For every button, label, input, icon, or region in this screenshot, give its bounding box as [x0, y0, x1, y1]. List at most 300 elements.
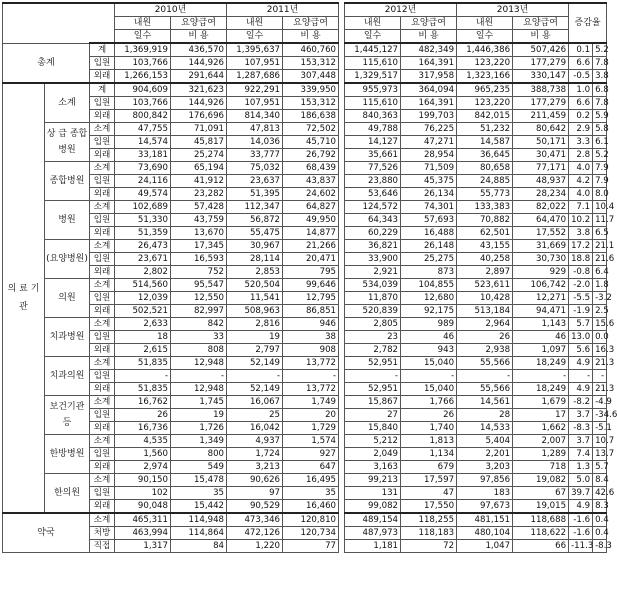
- table-row: [3, 214, 607, 227]
- change-cell: 8.4: [593, 474, 607, 487]
- row-sublabel: 입원: [90, 370, 115, 383]
- value-cell: 133,383: [457, 201, 513, 214]
- value-cell: 507,426: [513, 43, 569, 57]
- change-cell: 4.0: [569, 188, 593, 201]
- row-sublabel: 외래: [90, 188, 115, 201]
- statistics-table: [2, 2, 617, 553]
- value-cell: 25: [227, 409, 283, 422]
- value-cell: 17,597: [401, 474, 457, 487]
- value-cell: 1,266,153: [115, 70, 171, 84]
- visits-subheader: 일수: [345, 30, 401, 44]
- change-cell: 7.8: [593, 57, 607, 70]
- group-label: 한의원: [45, 474, 90, 514]
- value-cell: 20: [283, 409, 339, 422]
- value-cell: 520,839: [345, 305, 401, 318]
- value-cell: 943: [401, 344, 457, 357]
- value-cell: 49,574: [115, 188, 171, 201]
- row-sublabel: 외래: [90, 461, 115, 474]
- change-cell: -1.6: [569, 527, 593, 540]
- value-cell: 679: [401, 461, 457, 474]
- value-cell: 19,082: [513, 474, 569, 487]
- value-cell: 1,445,127: [345, 43, 401, 57]
- value-cell: 989: [401, 318, 457, 331]
- row-sublabel: 외래: [90, 344, 115, 357]
- row-sublabel: 입원: [90, 97, 115, 110]
- value-cell: 2,633: [115, 318, 171, 331]
- value-cell: 1,729: [283, 422, 339, 435]
- value-cell: 65,194: [171, 162, 227, 175]
- value-cell: 38: [283, 331, 339, 344]
- value-cell: 549: [171, 461, 227, 474]
- row-sublabel: 외래: [90, 305, 115, 318]
- value-cell: 3,163: [345, 461, 401, 474]
- value-cell: -: [115, 370, 171, 383]
- change-cell: 21.3: [593, 383, 607, 396]
- value-cell: 388,738: [513, 83, 569, 97]
- value-cell: 49,788: [345, 123, 401, 136]
- value-cell: 18,249: [513, 383, 569, 396]
- year-header: 2012년: [345, 3, 457, 17]
- value-cell: 12,271: [513, 292, 569, 305]
- value-cell: 115,610: [345, 97, 401, 110]
- change-cell: 13.7: [593, 448, 607, 461]
- change-cell: 6.4: [593, 266, 607, 279]
- table-row: [3, 409, 607, 422]
- table-row: [3, 83, 607, 97]
- header-corner: [3, 3, 115, 43]
- value-cell: 123,220: [457, 97, 513, 110]
- table-row: [3, 474, 607, 487]
- value-cell: 86,851: [283, 305, 339, 318]
- change-cell: 6.8: [593, 83, 607, 97]
- row-sublabel: 계: [90, 43, 115, 57]
- value-cell: 72,502: [283, 123, 339, 136]
- value-cell: 534,039: [345, 279, 401, 292]
- cost-subheader: 비 용: [171, 30, 227, 44]
- table-row: [3, 188, 607, 201]
- visits-header: 내원: [115, 17, 171, 30]
- value-cell: 752: [171, 266, 227, 279]
- group-label: 종합병원: [45, 162, 90, 201]
- value-cell: 51,359: [115, 227, 171, 240]
- table-row: [3, 136, 607, 149]
- value-cell: 57,693: [401, 214, 457, 227]
- value-cell: 12,680: [401, 292, 457, 305]
- visits-header: 내원: [227, 17, 283, 30]
- value-cell: 76,225: [401, 123, 457, 136]
- change-cell: -5.1: [593, 422, 607, 435]
- value-cell: 64,827: [283, 201, 339, 214]
- value-cell: 463,994: [115, 527, 171, 540]
- value-cell: 72: [401, 540, 457, 553]
- value-cell: 57,428: [171, 201, 227, 214]
- row-sublabel: 입원: [90, 331, 115, 344]
- table-row: [3, 162, 607, 175]
- value-cell: 15,840: [345, 422, 401, 435]
- change-cell: -: [569, 370, 593, 383]
- change-cell: 7.9: [593, 162, 607, 175]
- year-header: 2013년: [457, 3, 569, 17]
- value-cell: 502,521: [115, 305, 171, 318]
- change-cell: 3.7: [569, 435, 593, 448]
- value-cell: 99,213: [345, 474, 401, 487]
- value-cell: 47: [401, 487, 457, 500]
- row-sublabel: 입원: [90, 487, 115, 500]
- value-cell: 3,203: [457, 461, 513, 474]
- value-cell: 64,470: [513, 214, 569, 227]
- change-cell: 2.9: [569, 123, 593, 136]
- value-cell: 16,495: [283, 474, 339, 487]
- change-cell: 6.5: [593, 227, 607, 240]
- table-row: [3, 370, 607, 383]
- change-cell: 5.0: [569, 474, 593, 487]
- value-cell: 13,670: [171, 227, 227, 240]
- value-cell: 1,317: [115, 540, 171, 553]
- change-cell: 6.6: [569, 57, 593, 70]
- value-cell: 26,148: [401, 240, 457, 253]
- value-cell: 14,574: [115, 136, 171, 149]
- table-row: [3, 500, 607, 514]
- value-cell: 2,897: [457, 266, 513, 279]
- value-cell: 15,442: [171, 500, 227, 514]
- value-cell: 15,040: [401, 357, 457, 370]
- table-row: [3, 344, 607, 357]
- cost-subheader: 비 용: [513, 30, 569, 44]
- value-cell: 99,082: [345, 500, 401, 514]
- value-cell: 904,609: [115, 83, 171, 97]
- value-cell: 12,948: [171, 357, 227, 370]
- value-cell: -: [345, 370, 401, 383]
- change-cell: -: [593, 370, 607, 383]
- value-cell: 2,805: [345, 318, 401, 331]
- change-cell: 5.2: [593, 149, 607, 162]
- value-cell: 43,759: [171, 214, 227, 227]
- row-sublabel: 소계: [90, 396, 115, 409]
- value-cell: 465,311: [115, 513, 171, 527]
- value-cell: 14,877: [283, 227, 339, 240]
- value-cell: 16,488: [401, 227, 457, 240]
- group-label: 보건기관 등: [45, 396, 90, 435]
- row-sublabel: 소계: [90, 240, 115, 253]
- table-row: [3, 396, 607, 409]
- value-cell: 118,622: [513, 527, 569, 540]
- value-cell: 523,611: [457, 279, 513, 292]
- value-cell: 2,007: [513, 435, 569, 448]
- group-label: 상 급 종합병원: [45, 123, 90, 162]
- value-cell: 922,291: [227, 83, 283, 97]
- row-sublabel: 처방: [90, 527, 115, 540]
- value-cell: 2,974: [115, 461, 171, 474]
- value-cell: 26: [457, 331, 513, 344]
- cost-header: 요양급여: [401, 17, 457, 30]
- value-cell: 14,127: [345, 136, 401, 149]
- value-cell: 71,509: [401, 162, 457, 175]
- value-cell: 66: [513, 540, 569, 553]
- value-cell: 26,134: [401, 188, 457, 201]
- value-cell: 436,570: [171, 43, 227, 57]
- value-cell: 5,212: [345, 435, 401, 448]
- value-cell: 4,535: [115, 435, 171, 448]
- table-row: [3, 97, 607, 110]
- change-cell: 5.9: [593, 110, 607, 123]
- table-row: [3, 266, 607, 279]
- row-sublabel: 외래: [90, 149, 115, 162]
- change-cell: 3.8: [569, 227, 593, 240]
- change-cell: 21.6: [593, 253, 607, 266]
- change-cell: 5.6: [569, 344, 593, 357]
- value-cell: 24,885: [457, 175, 513, 188]
- row-sublabel: 입원: [90, 57, 115, 70]
- value-cell: 1,560: [115, 448, 171, 461]
- value-cell: 53,646: [345, 188, 401, 201]
- value-cell: 124,572: [345, 201, 401, 214]
- side-label-medical: 의 료 기 관: [3, 83, 45, 513]
- value-cell: 946: [283, 318, 339, 331]
- value-cell: 17,552: [513, 227, 569, 240]
- table-row: [3, 331, 607, 344]
- value-cell: 107,951: [227, 57, 283, 70]
- value-cell: 33,777: [227, 149, 283, 162]
- change-cell: 5.2: [593, 43, 607, 57]
- row-sublabel: 입원: [90, 175, 115, 188]
- value-cell: 95,547: [171, 279, 227, 292]
- value-cell: 2,615: [115, 344, 171, 357]
- value-cell: 35,661: [345, 149, 401, 162]
- value-cell: 5,404: [457, 435, 513, 448]
- value-cell: 1,220: [227, 540, 283, 553]
- value-cell: 55,475: [227, 227, 283, 240]
- value-cell: 321,623: [171, 83, 227, 97]
- change-cell: 4.9: [569, 383, 593, 396]
- value-cell: 27: [345, 409, 401, 422]
- value-cell: 2,816: [227, 318, 283, 331]
- change-cell: 4.9: [569, 357, 593, 370]
- value-cell: 1,679: [513, 396, 569, 409]
- value-cell: 55,566: [457, 357, 513, 370]
- year-header: 2011년: [227, 3, 339, 17]
- visits-subheader: 일수: [227, 30, 283, 44]
- change-cell: 10.4: [593, 201, 607, 214]
- change-cell: 8.3: [593, 500, 607, 514]
- value-cell: 177,279: [513, 97, 569, 110]
- value-cell: 330,147: [513, 70, 569, 84]
- value-cell: 103,766: [115, 97, 171, 110]
- value-cell: 74,301: [401, 201, 457, 214]
- value-cell: 176,696: [171, 110, 227, 123]
- table-row: [3, 253, 607, 266]
- row-sublabel: 소계: [90, 357, 115, 370]
- value-cell: 12,550: [171, 292, 227, 305]
- row-sublabel: 입원: [90, 253, 115, 266]
- value-cell: 99,646: [283, 279, 339, 292]
- table-row: [3, 70, 607, 84]
- value-cell: 2,802: [115, 266, 171, 279]
- value-cell: 48,937: [513, 175, 569, 188]
- table-row: [3, 240, 607, 253]
- change-cell: 3.3: [569, 136, 593, 149]
- change-cell: 6.1: [593, 136, 607, 149]
- value-cell: 77: [283, 540, 339, 553]
- value-cell: 929: [513, 266, 569, 279]
- value-cell: 489,154: [345, 513, 401, 527]
- table-row: [3, 513, 607, 527]
- change-cell: 17.2: [569, 240, 593, 253]
- change-cell: 10.7: [593, 435, 607, 448]
- value-cell: 68,439: [283, 162, 339, 175]
- value-cell: 2,797: [227, 344, 283, 357]
- value-cell: 473,346: [227, 513, 283, 527]
- change-cell: 5.7: [569, 318, 593, 331]
- table-row: [3, 448, 607, 461]
- value-cell: 77,526: [345, 162, 401, 175]
- value-cell: 1,745: [171, 396, 227, 409]
- row-sublabel: 소계: [90, 162, 115, 175]
- value-cell: 51,232: [457, 123, 513, 136]
- value-cell: 82,997: [171, 305, 227, 318]
- value-cell: 481,151: [457, 513, 513, 527]
- change-cell: 4.0: [569, 162, 593, 175]
- value-cell: 97: [227, 487, 283, 500]
- value-cell: 16,593: [171, 253, 227, 266]
- change-cell: 1.0: [569, 83, 593, 97]
- value-cell: 35: [171, 487, 227, 500]
- value-cell: 164,391: [401, 97, 457, 110]
- change-cell: 0.4: [593, 513, 607, 527]
- table-row: [3, 435, 607, 448]
- value-cell: 26,473: [115, 240, 171, 253]
- value-cell: 90,048: [115, 500, 171, 514]
- change-cell: -8.2: [569, 396, 593, 409]
- row-sublabel: 입원: [90, 292, 115, 305]
- value-cell: 19: [171, 409, 227, 422]
- value-cell: 51,835: [115, 383, 171, 396]
- value-cell: 647: [283, 461, 339, 474]
- value-cell: 11,870: [345, 292, 401, 305]
- change-cell: 0.1: [569, 43, 593, 57]
- value-cell: 1,766: [401, 396, 457, 409]
- change-cell: -5.5: [569, 292, 593, 305]
- value-cell: 33: [171, 331, 227, 344]
- visits-subheader: 일수: [115, 30, 171, 44]
- value-cell: 1,395,637: [227, 43, 283, 57]
- change-cell: 7.9: [593, 175, 607, 188]
- value-cell: 30,730: [513, 253, 569, 266]
- value-cell: 487,973: [345, 527, 401, 540]
- value-cell: 17,550: [401, 500, 457, 514]
- value-cell: 36,645: [457, 149, 513, 162]
- value-cell: 795: [283, 266, 339, 279]
- group-label: 병원: [45, 201, 90, 240]
- value-cell: 1,749: [283, 396, 339, 409]
- value-cell: 52,951: [345, 383, 401, 396]
- change-cell: -34.6: [593, 409, 607, 422]
- value-cell: 842: [171, 318, 227, 331]
- value-cell: 30,471: [513, 149, 569, 162]
- value-cell: 472,126: [227, 527, 283, 540]
- value-cell: 82,022: [513, 201, 569, 214]
- value-cell: 873: [401, 266, 457, 279]
- change-cell: 18.8: [569, 253, 593, 266]
- value-cell: 21,266: [283, 240, 339, 253]
- value-cell: 41,912: [171, 175, 227, 188]
- cost-subheader: 비 용: [283, 30, 339, 44]
- value-cell: 513,184: [457, 305, 513, 318]
- value-cell: 73,690: [115, 162, 171, 175]
- value-cell: 144,926: [171, 57, 227, 70]
- change-cell: 7.1: [569, 201, 593, 214]
- value-cell: 183: [457, 487, 513, 500]
- value-cell: 62,501: [457, 227, 513, 240]
- table-row: [3, 487, 607, 500]
- table-row: [3, 318, 607, 331]
- row-sublabel: 소계: [90, 279, 115, 292]
- value-cell: 291,644: [171, 70, 227, 84]
- value-cell: 51,330: [115, 214, 171, 227]
- change-cell: -0.5: [569, 70, 593, 84]
- value-cell: 55,566: [457, 383, 513, 396]
- value-cell: 23,880: [345, 175, 401, 188]
- value-cell: 1,349: [171, 435, 227, 448]
- change-cell: 0.2: [569, 110, 593, 123]
- value-cell: 55,773: [457, 188, 513, 201]
- value-cell: 16,762: [115, 396, 171, 409]
- value-cell: 33,900: [345, 253, 401, 266]
- value-cell: 18: [115, 331, 171, 344]
- value-cell: 1,446,386: [457, 43, 513, 57]
- value-cell: 14,533: [457, 422, 513, 435]
- value-cell: 164,391: [401, 57, 457, 70]
- value-cell: 15,867: [345, 396, 401, 409]
- value-cell: 4,937: [227, 435, 283, 448]
- cost-header: 요양급여: [171, 17, 227, 30]
- value-cell: 1,181: [345, 540, 401, 553]
- value-cell: 114,864: [171, 527, 227, 540]
- value-cell: 97,856: [457, 474, 513, 487]
- value-cell: 23,671: [115, 253, 171, 266]
- value-cell: 520,504: [227, 279, 283, 292]
- change-header: 증감율: [569, 3, 607, 43]
- change-cell: 3.7: [569, 409, 593, 422]
- cost-header: 요양급여: [513, 17, 569, 30]
- value-cell: 24,602: [283, 188, 339, 201]
- value-cell: 15,040: [401, 383, 457, 396]
- change-cell: -2.0: [569, 279, 593, 292]
- value-cell: 30,967: [227, 240, 283, 253]
- value-cell: 28,234: [513, 188, 569, 201]
- value-cell: 14,561: [457, 396, 513, 409]
- change-cell: 2.5: [593, 305, 607, 318]
- value-cell: 70,882: [457, 214, 513, 227]
- value-cell: 1,740: [401, 422, 457, 435]
- value-cell: 199,703: [401, 110, 457, 123]
- value-cell: 480,104: [457, 527, 513, 540]
- value-cell: 80,642: [513, 123, 569, 136]
- row-sublabel: 입원: [90, 136, 115, 149]
- value-cell: -: [227, 370, 283, 383]
- value-cell: 25,275: [401, 253, 457, 266]
- value-cell: 508,963: [227, 305, 283, 318]
- change-cell: 42.6: [593, 487, 607, 500]
- value-cell: 17,345: [171, 240, 227, 253]
- change-cell: 0.4: [593, 527, 607, 540]
- change-cell: 21.1: [593, 240, 607, 253]
- value-cell: 123,220: [457, 57, 513, 70]
- value-cell: 45,375: [401, 175, 457, 188]
- table-row: [3, 383, 607, 396]
- table-row: [3, 305, 607, 318]
- value-cell: 1,097: [513, 344, 569, 357]
- value-cell: 1,143: [513, 318, 569, 331]
